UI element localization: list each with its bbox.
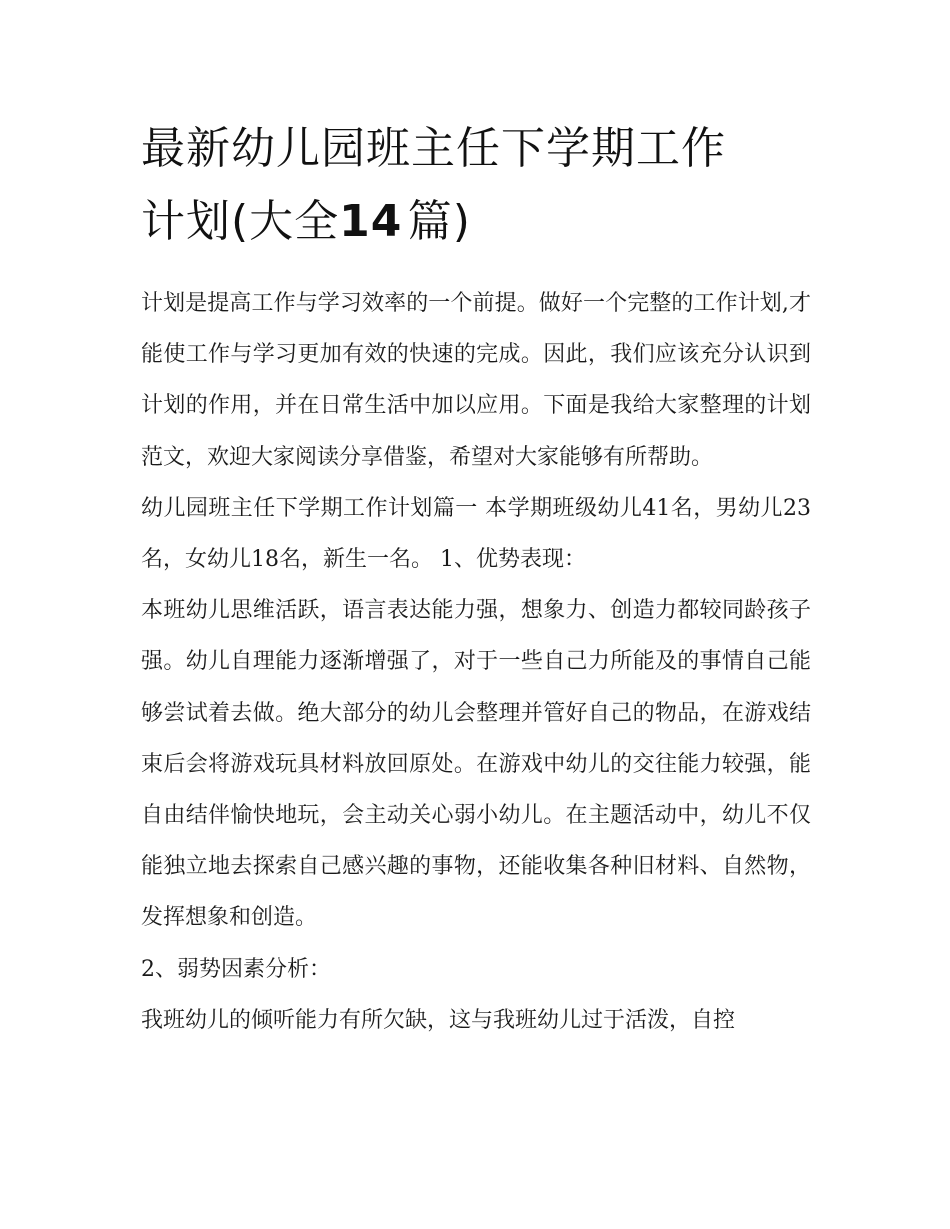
title-line-2-suffix: 篇)	[407, 196, 471, 247]
document-page	[141, 112, 811, 1046]
paragraph-strengths: 本班幼儿思维活跃，语言表达能力强，想象力、创造力都较同龄孩子强。幼儿自理能力逐渐增强了，对于一些自己力所能及的事情自己能够尝试着去做。绝大部分的幼儿会整理并管好自己的物品，在游戏结束后会将游戏玩具材料放回原处。在游戏中幼儿的交往能力较强，能自由结伴愉快地玩，会主动关心弱小幼儿。在主题活动中，幼儿不仅能独立地去探索自己感兴趣的事物，还能收集各种旧材料、自然物，发挥想象和创造。	[141, 598, 811, 931]
title-line-1: 最新幼儿园班主任下学期工作	[141, 123, 726, 174]
title-line-2-prefix: 计划(大全	[141, 196, 340, 247]
paragraph-weakness-heading: 2、弱势因素分析：	[141, 956, 331, 982]
document-title	[141, 112, 811, 258]
paragraph-intro: 计划是提高工作与学习效率的一个前提。做好一个完整的工作计划,才能使工作与学习更加有效的快速的完成。因此，我们应该充分认识到计划的作用，并在日常生活中加以应用。下面是我给大家整理的计划范文，欢迎大家阅读分享借鉴，希望对大家能够有所帮助。	[141, 291, 811, 470]
paragraph-class-info: 幼儿园班主任下学期工作计划篇一 本学期班级幼儿41名，男幼儿23名，女幼儿18名，新生一名。 1、优势表现：	[141, 495, 811, 573]
document-body	[141, 278, 811, 1046]
paragraph-weakness: 我班幼儿的倾听能力有所欠缺，这与我班幼儿过于活泼，自控	[141, 1007, 736, 1033]
title-line-2-number: 14	[339, 196, 403, 247]
